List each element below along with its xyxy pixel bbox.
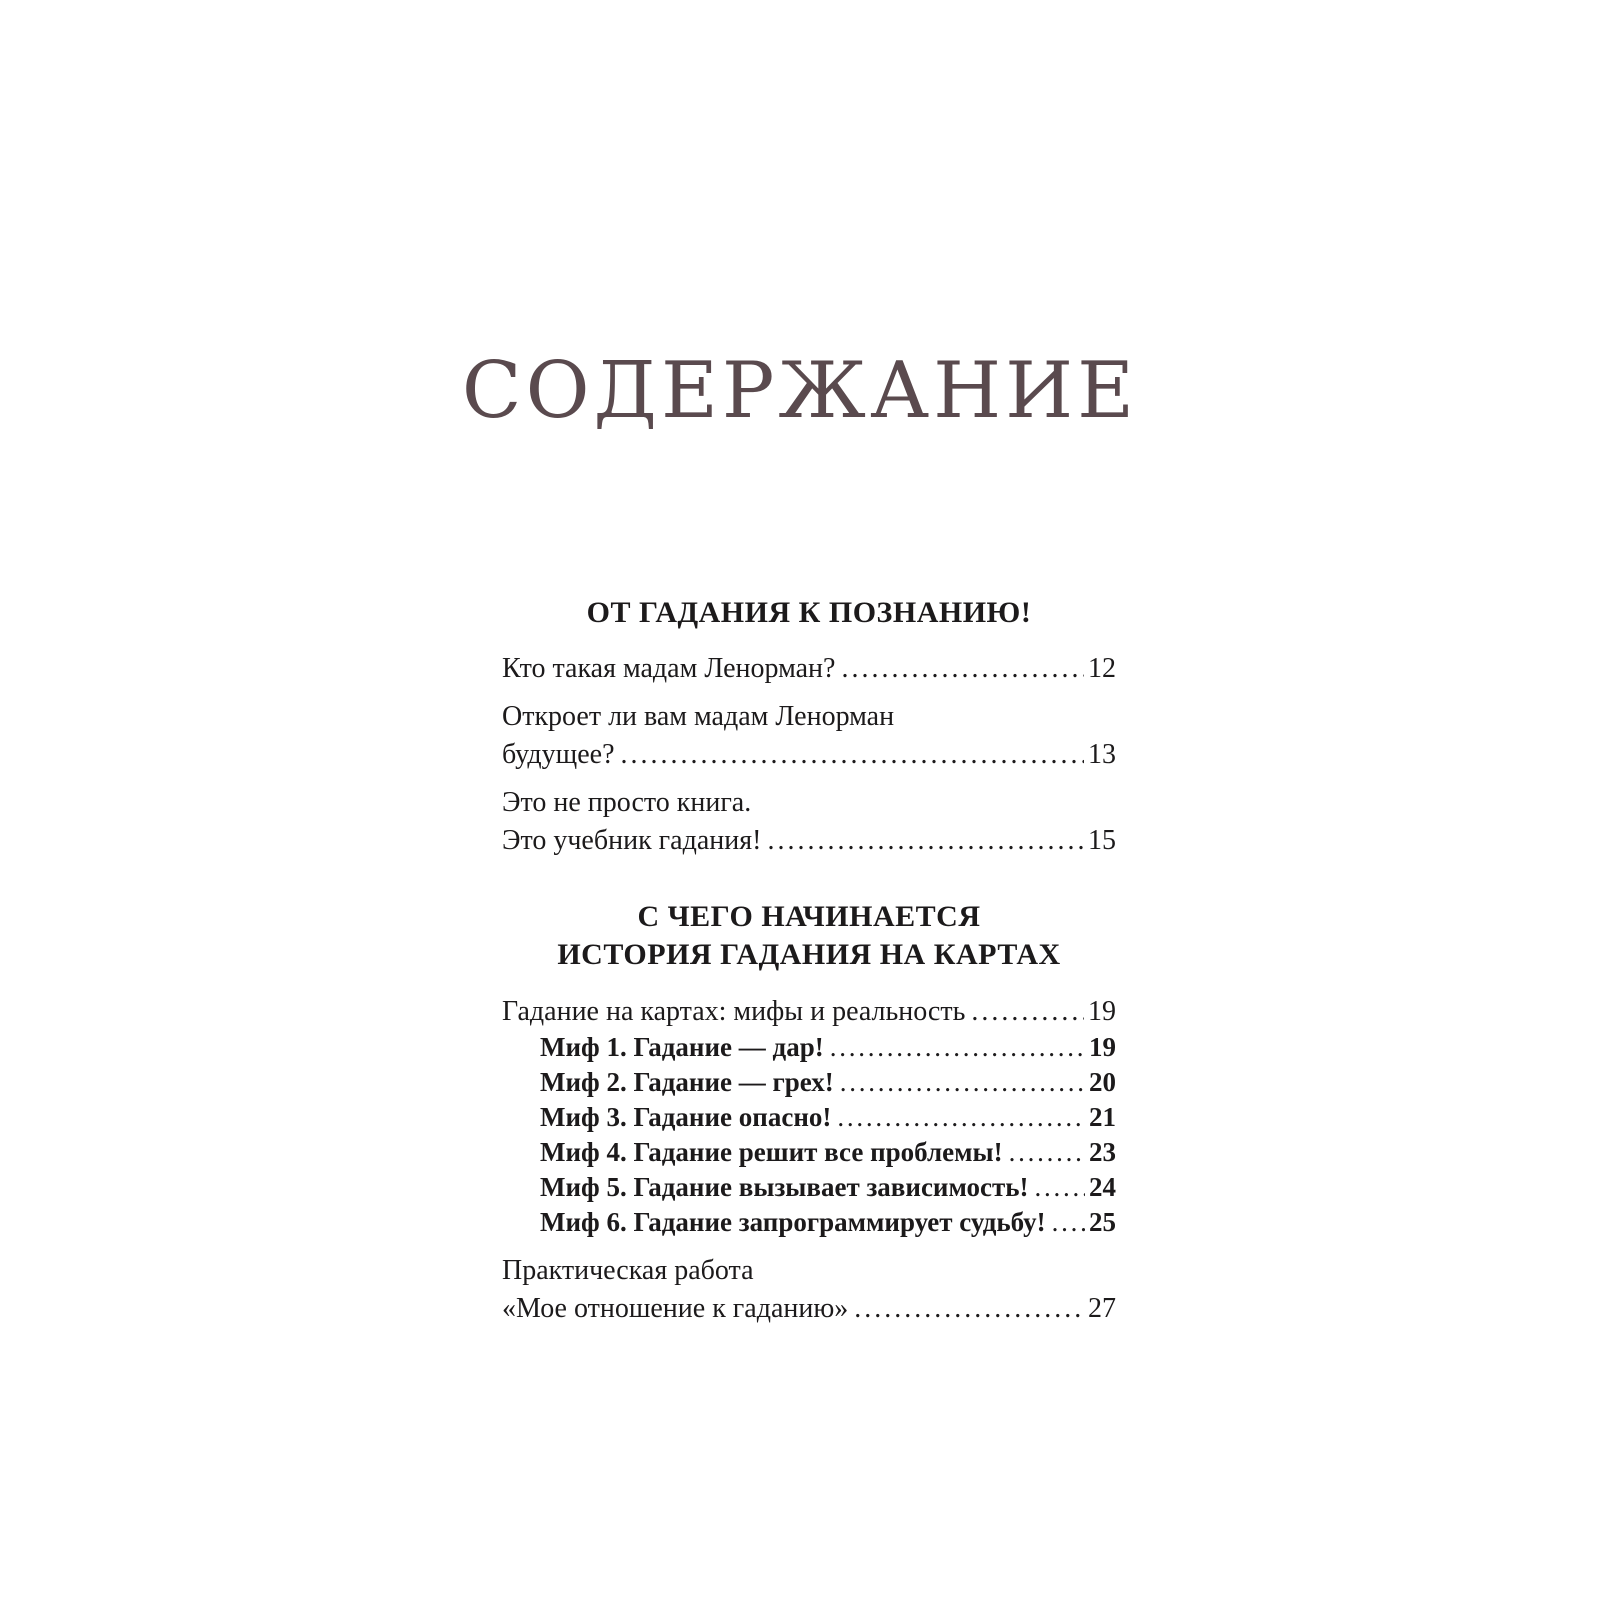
toc-entry-page: 19 [1088, 996, 1116, 1027]
toc-entry-title: Миф 3. Гадание опасно! [540, 1102, 832, 1132]
toc-entry[interactable] [502, 650, 1116, 688]
toc-entry-title: Миф 2. Гадание — грех! [540, 1067, 834, 1097]
dot-leader [840, 1063, 1085, 1101]
toc-entry-title: Кто такая мадам Ленорман? [502, 653, 836, 684]
toc-entry-page: 15 [1088, 825, 1116, 856]
dot-leader [971, 993, 1084, 1031]
toc-entry-page: 13 [1088, 739, 1116, 770]
toc-entry[interactable] [502, 698, 1116, 774]
toc-entry[interactable] [502, 784, 1116, 860]
toc-entry-page: 20 [1089, 1067, 1116, 1097]
toc-entry-title: Это не просто книга. [502, 787, 752, 818]
toc-sub-entry[interactable] [540, 1098, 1116, 1136]
dot-leader [854, 1290, 1084, 1328]
toc-entry-title: Миф 6. Гадание запрограммирует судьбу! [540, 1207, 1046, 1237]
dot-leader [841, 650, 1084, 688]
toc-entry-title: Миф 5. Гадание вызывает зависимость! [540, 1172, 1029, 1202]
toc-entry-page: 19 [1089, 1032, 1116, 1062]
toc-entry-title: Миф 4. Гадание решит все проблемы! [540, 1137, 1003, 1167]
dot-leader [1052, 1203, 1085, 1241]
toc-entry-page: 12 [1088, 653, 1116, 684]
dot-leader [1035, 1168, 1085, 1206]
dot-leader [621, 736, 1084, 774]
section-heading-2-line1: С ЧЕГО НАЧИНАЕТСЯ [637, 900, 981, 933]
toc-entry-page: 25 [1089, 1207, 1116, 1237]
toc-entry-title: Откроет ли вам мадам Ленорман [502, 701, 895, 732]
toc-entry[interactable] [502, 993, 1116, 1031]
section-heading-1: ОТ ГАДАНИЯ К ПОЗНАНИЮ! [586, 596, 1032, 629]
toc-sub-entry[interactable] [540, 1168, 1116, 1206]
toc-sub-entry[interactable] [540, 1063, 1116, 1101]
toc-entry-title-continued: «Мое отношение к гаданию» [502, 1293, 849, 1324]
toc-entry-title-continued: Это учебник гадания! [502, 825, 762, 856]
dot-leader [837, 1098, 1085, 1136]
toc-entry-title: Практическая работа [502, 1255, 754, 1286]
toc-entry-title-continued: будущее? [502, 739, 615, 770]
section-heading-2-line2: ИСТОРИЯ ГАДАНИЯ НА КАРТАХ [557, 938, 1061, 971]
toc-sub-entry[interactable] [540, 1203, 1116, 1241]
toc-entry-page: 27 [1088, 1293, 1116, 1324]
toc-sub-entry[interactable] [540, 1028, 1116, 1066]
section-heading-2 [502, 898, 1116, 974]
toc-entry[interactable] [502, 1252, 1116, 1328]
dot-leader [830, 1028, 1085, 1066]
toc-entry-page: 23 [1089, 1137, 1116, 1167]
toc-entry-title: Миф 1. Гадание — дар! [540, 1032, 824, 1062]
dot-leader [767, 822, 1084, 860]
toc-entry-page: 24 [1089, 1172, 1116, 1202]
page-title: СОДЕРЖАНИЕ [461, 346, 1139, 436]
toc-entry-page: 21 [1089, 1102, 1116, 1132]
dot-leader [1009, 1133, 1085, 1171]
toc-entry-title: Гадание на картах: мифы и реальность [502, 996, 966, 1027]
toc-sub-entry[interactable] [540, 1133, 1116, 1171]
